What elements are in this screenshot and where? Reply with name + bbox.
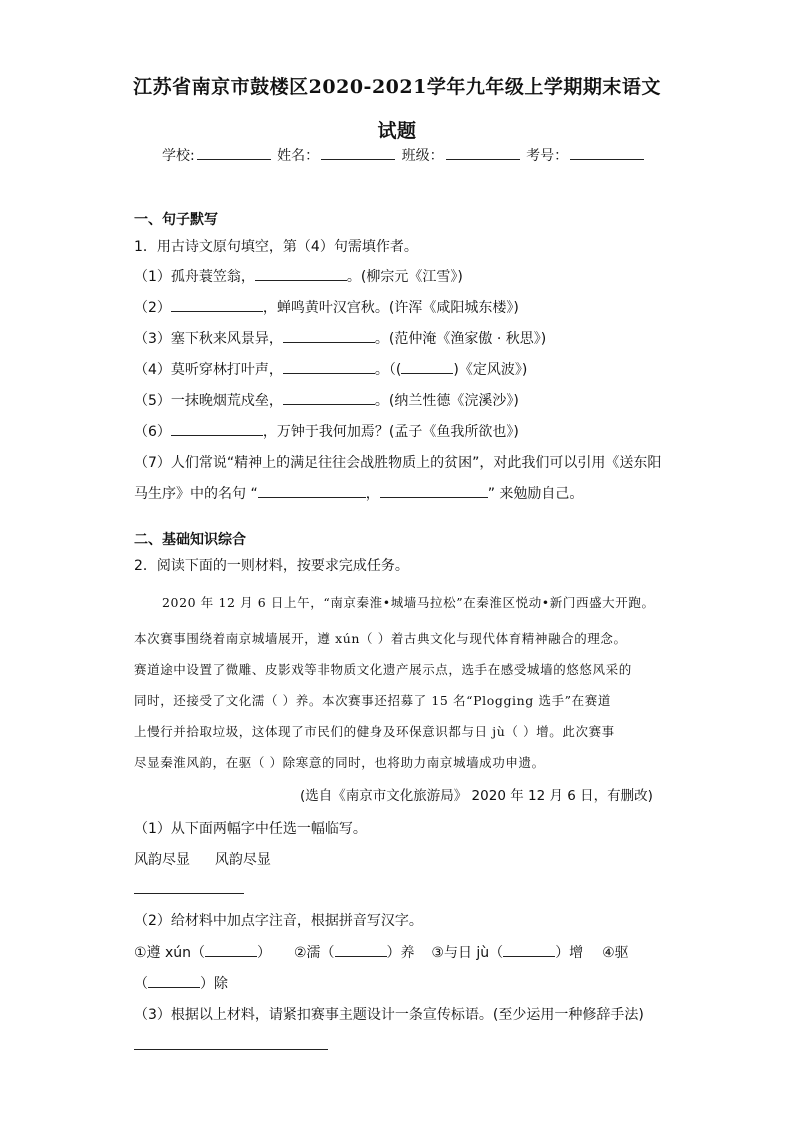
passage-line: 本次赛事围绕着南京城墙展开，遵 xún（ ）着古典文化与现代体育精神融合的理念。 [134, 631, 627, 646]
sub-question-2: （2）给材料中加点字注音，根据拼音写汉字。 [134, 913, 423, 929]
calligraphy-sample-b: 风韵尽显 [214, 852, 271, 868]
answer-blank[interactable] [258, 484, 366, 498]
answer-line[interactable] [134, 893, 244, 894]
answer-blank[interactable] [380, 484, 488, 498]
number-label: 考号： [526, 148, 569, 164]
sub-question-2-items-cont: （ ）除 [134, 976, 228, 992]
student-info-row [162, 145, 646, 165]
q1-item-5: （5）一抹晚烟荒戍垒， 。(纳兰性德《浣溪沙》) [134, 393, 519, 409]
answer-blank[interactable] [171, 422, 263, 436]
sub-question-1: （1）从下面两幅字中任选一幅临写。 [134, 821, 367, 837]
answer-blank[interactable] [255, 267, 347, 281]
calligraphy-samples [134, 849, 271, 869]
section-2-heading: 二、基础知识综合 [134, 532, 246, 548]
answer-line[interactable] [134, 1049, 328, 1050]
q1-item-7-line2: 马生序》中的名句 “ ， ” 来勉励自己。 [134, 486, 584, 502]
answer-blank[interactable] [283, 391, 375, 405]
q1-item-2: （2） ，蝉鸣黄叶汉宫秋。(许浑《咸阳城东楼》) [134, 300, 519, 316]
answer-blank[interactable] [503, 943, 555, 957]
author-blank[interactable] [401, 360, 453, 374]
sub-question-3: （3）根据以上材料，请紧扣赛事主题设计一条宣传标语。(至少运用一种修辞手法) [134, 1007, 644, 1023]
name-label: 姓名： [277, 148, 320, 164]
sub-question-2-items: ①遵 xún（ ） ②濡（ ）养 ③与日 jù（ ）增 ④驱 [134, 945, 629, 961]
passage-source: (选自《南京市文化旅游局》 2020 年 12 月 6 日，有删改) [300, 788, 653, 804]
passage-line: 赛道途中设置了微雕、皮影戏等非物质文化遗产展示点，选手在感受城墙的悠悠风采的 [134, 662, 632, 677]
answer-blank[interactable] [205, 943, 257, 957]
school-field[interactable] [197, 146, 271, 160]
class-label: 班级： [401, 148, 444, 164]
q1-item-7-line1: （7）人们常说“精神上的满足往往会战胜物质上的贫困”，对此我们可以引用《送东阳 [134, 455, 662, 471]
passage-line: 尽显秦淮风韵，在驱（ ）除寒意的同时，也将助力南京城墙成功申遗。 [134, 755, 545, 770]
page-title-continued: 试题 [377, 120, 417, 142]
answer-blank[interactable] [335, 943, 387, 957]
section-1-heading: 一、句子默写 [134, 212, 218, 228]
page-title: 江苏省南京市鼓楼区2020-2021学年九年级上学期期末语文 [133, 76, 661, 98]
q1-item-6: （6） ，万钟于我何加焉？(孟子《鱼我所欲也》) [134, 424, 519, 440]
answer-blank[interactable] [283, 329, 375, 343]
question-1-stem: 1．用古诗文原句填空，第（4）句需填作者。 [134, 239, 418, 255]
calligraphy-sample-a: 风韵尽显 [134, 852, 190, 868]
answer-blank[interactable] [283, 360, 375, 374]
q1-item-1: （1）孤舟蓑笠翁， 。(柳宗元《江雪》) [134, 269, 463, 285]
question-2-stem: 2．阅读下面的一则材料，按要求完成任务。 [134, 558, 409, 574]
number-field[interactable] [570, 146, 644, 160]
passage-line: 上慢行并拾取垃圾，这体现了市民们的健身及环保意识都与日 jù（ ）增。此次赛事 [134, 724, 615, 739]
passage-line: 同时，还接受了文化濡（ ）养。本次赛事还招募了 15 名“Plogging 选手”在赛道 [134, 693, 611, 708]
name-field[interactable] [321, 146, 395, 160]
class-field[interactable] [446, 146, 520, 160]
q1-item-3: （3）塞下秋来风景异， 。(范仲淹《渔家傲 · 秋思》) [134, 331, 547, 347]
answer-blank[interactable] [171, 298, 263, 312]
answer-blank[interactable] [148, 974, 200, 988]
q1-item-4: （4）莫听穿林打叶声， 。（( )《定风波》) [134, 362, 528, 378]
passage-line: 2020 年 12 月 6 日上午，“南京秦淮•城墙马拉松”在秦淮区悦动•新门西盛大开跑。 [162, 595, 655, 610]
school-label: 学校: [162, 148, 195, 164]
